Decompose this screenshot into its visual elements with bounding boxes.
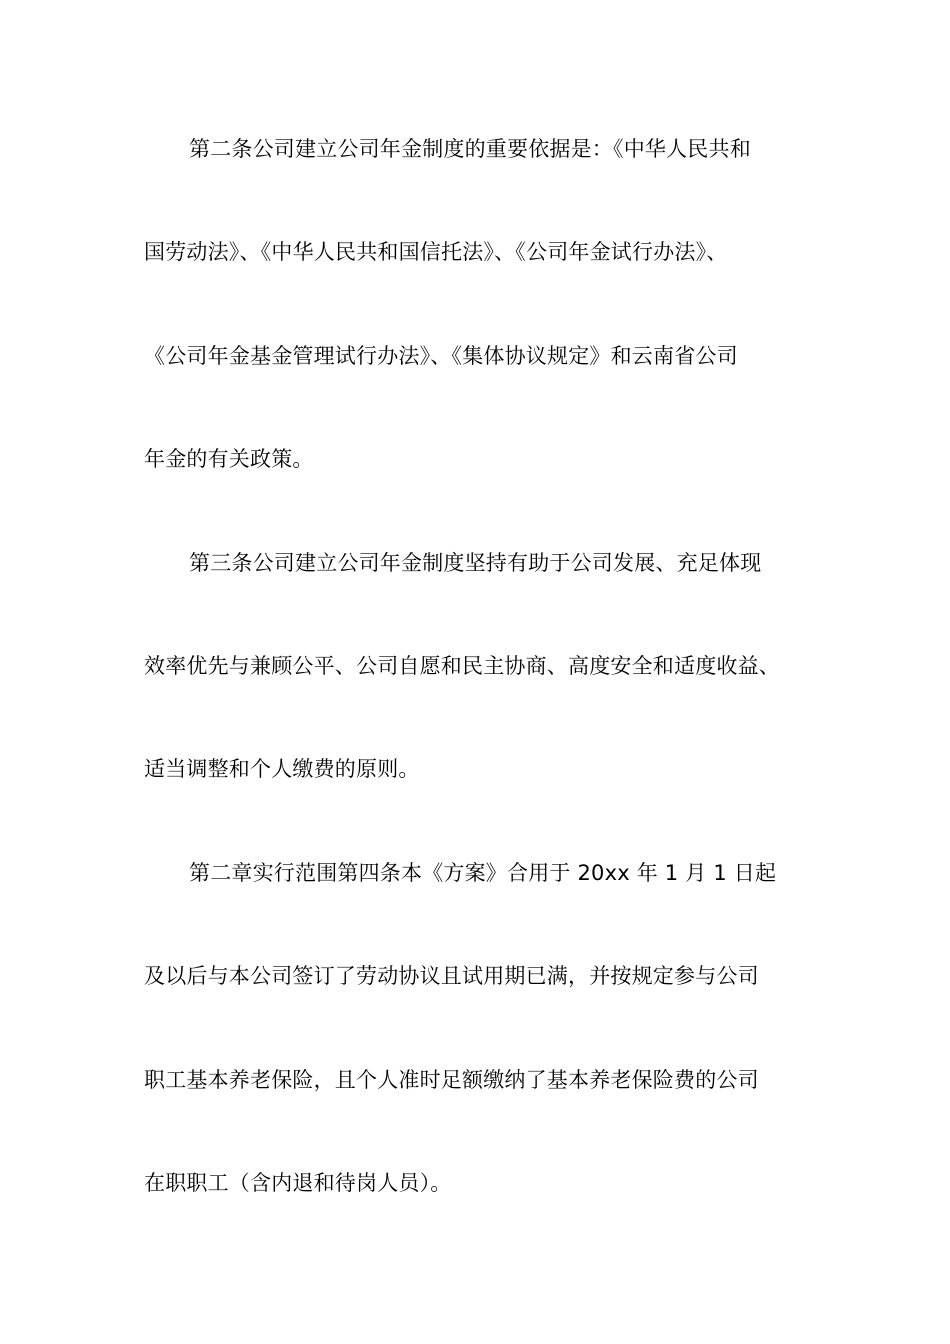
paragraph-3-line-3: 职工基本养老保险，且个人准时足额缴纳了基本养老保险费的公司 [144,1068,759,1092]
paragraph-2-line-1: 第三条公司建立公司年金制度坚持有助于公司发展、充足体现 [189,551,762,575]
paragraph-3-line-1: 第二章实行范围第四条本《方案》合用于 20xx 年 1 月 1 日起 [189,861,777,885]
paragraph-1-line-1: 第二条公司建立公司年金制度的重要依据是：《中华人民共和 [189,137,751,161]
paragraph-2-line-2: 效率优先与兼顾公平、公司自愿和民主协商、高度安全和适度收益、 [144,654,780,678]
paragraph-3-line-4: 在职职工（含内退和待岗人员）。 [144,1171,452,1195]
paragraph-1-line-4: 年金的有关政策。 [144,447,314,471]
paragraph-1-line-3: 《公司年金基金管理试行办法》、《集体协议规定》和云南省公司 [144,344,738,368]
paragraph-1-line-2: 国劳动法》、《中华人民共和国信托法》、《公司年金试行办法》、 [144,240,728,264]
paragraph-2-line-3: 适当调整和个人缴费的原则。 [144,757,420,781]
paragraph-3-line-2: 及以后与本公司签订了劳动协议且试用期已满，并按规定参与公司 [144,964,759,988]
